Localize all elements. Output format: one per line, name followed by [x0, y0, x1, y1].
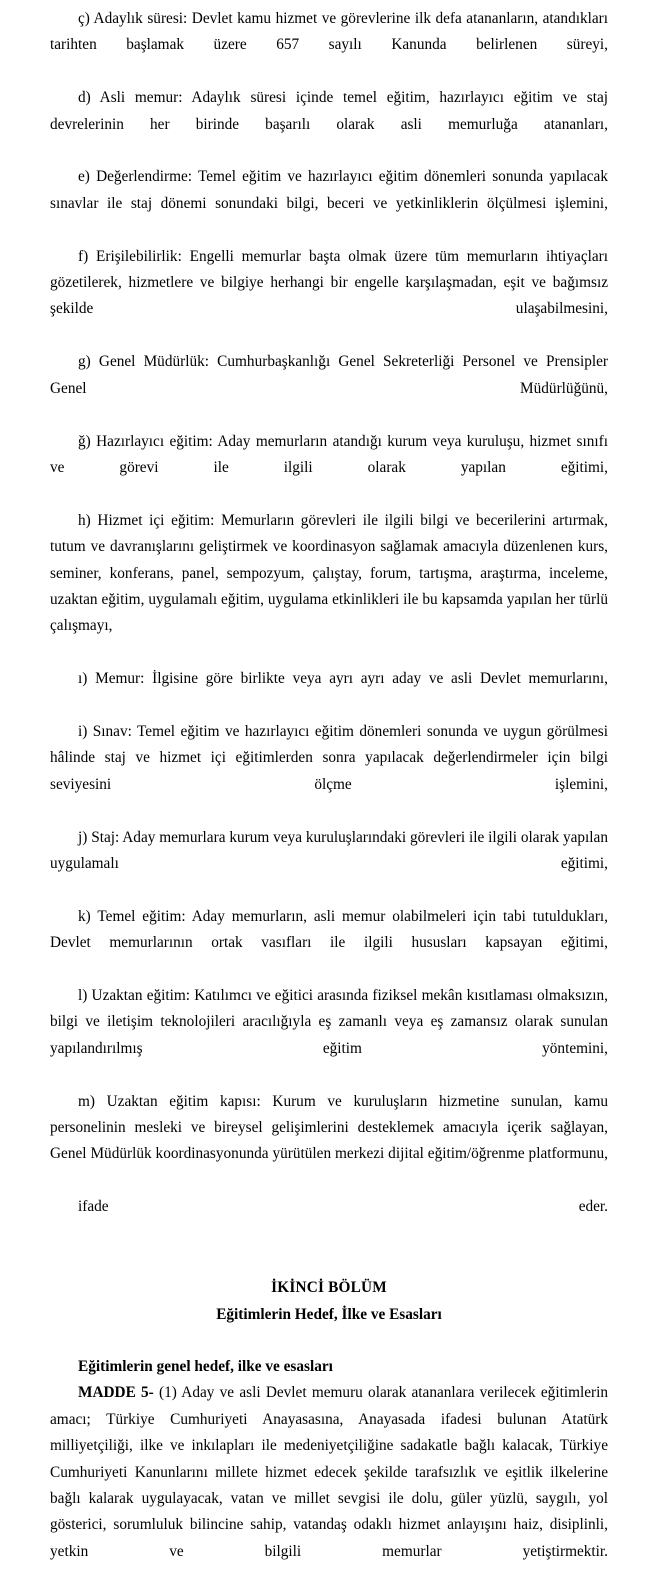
definition-paragraph-e: e) Değerlendirme: Temel eğitim ve hazırlayıcı eğitim dönemleri sonunda yapılacak sınavlar ile staj dönemi sonundaki bilgi, beceri ve yetkinliklerin ölçülmesi işlemini, — [50, 168, 608, 212]
definition-paragraph-g-breve: ğ) Hazırlayıcı eğitim: Aday memurların atandığı kurum veya kuruluşu, hizmet sınıfı ve görevi ile ilgili olarak yapılan eğitimi, — [50, 432, 608, 476]
definition-paragraph-k: k) Temel eğitim: Aday memurların, asli memur olabilmeleri için tabi tutuldukları, Devlet memurlarının ortak vasıfları ile ilgili hususları kapsayan eğitimi, — [50, 907, 608, 952]
definition-paragraph-c-cedilla: ç) Adaylık süresi: Devlet kamu hizmet ve görevlerine ilk defa atananların, atandıkları tarihten başlamak üzere 657 sayılı Kanunda belirlenen süreyi, — [50, 10, 608, 54]
article-title: Eğitimlerin genel hedef, ilke ve esasları — [78, 1357, 333, 1375]
definition-paragraph-f: f) Erişilebilirlik: Engelli memurlar başta olmak üzere tüm memurların ihtiyaçları gözetilerek, hizmetlere ve bilgiye herhangi bir engelle karşılaşmadan, eşit ve bağımsız şekilde ulaşabilmesini, — [50, 247, 608, 318]
section-heading-block — [50, 1275, 608, 1328]
definition-paragraph-j: j) Staj: Aday memurlara kurum veya kuruluşlarındaki görevleri ile ilgili olarak yapılan uygulamalı eğitimi, — [50, 828, 608, 872]
definition-paragraph-m: m) Uzaktan eğitim kapısı: Kurum ve kuruluşların hizmetine sunulan, kamu personelinin mesleki ve bireysel gelişimlerini desteklemek amacıyla içerik sağlayan, Genel Müdürlük koordinasyonunda yürütülen merkezi dijital eğitim/öğrenme platformunu, — [50, 1092, 608, 1163]
article-clause-label: (1) — [159, 1384, 177, 1402]
definition-paragraph-l: l) Uzaktan eğitim: Katılımcı ve eğitici arasında fiziksel mekân kısıtlaması olmaksızın, bilgi ve iletişim teknolojileri aracılığıyla eş zamanlı veya eş zamansız olarak sunulan yapılandırılmış eğitim yöntemini, — [50, 987, 608, 1057]
article-number-label: MADDE 5- — [78, 1384, 154, 1402]
article-paragraph — [50, 1380, 608, 1591]
definitions-section — [50, 6, 608, 1247]
article-body-section — [50, 1380, 608, 1591]
definition-paragraph-g: g) Genel Müdürlük: Cumhurbaşkanlığı Genel Sekreterliği Personel ve Prensipler Genel Müdürlüğünü, — [50, 353, 608, 397]
section-heading: İKİNCİ BÖLÜM — [271, 1279, 387, 1297]
definition-paragraph-d: d) Asli memur: Adaylık süresi içinde temel eğitim, hazırlayıcı eğitim ve staj devrelerinin her birinde başarılı olarak asli memurluğa atananları, — [50, 89, 608, 133]
definition-paragraph-dotless-i: ı) Memur: İlgisine göre birlikte veya ayrı ayrı aday ve asli Devlet memurlarını, — [78, 670, 608, 688]
definition-paragraph-h: h) Hizmet içi eğitim: Memurların görevleri ile ilgili bilgi ve becerilerini artırmak, tutum ve davranışlarını geliştirmek ve koordinasyon sağlamak amacıyla düzenlenen kurs, seminer, konferans, panel, sempozyum, çalıştay, forum, tartışma, araştırma, inceleme, uzaktan eğitim, uygulamalı eğitim, uygulama etkinlikleri ile bu kapsamda yapılan her türlü çalışmayı, — [50, 511, 608, 635]
definitions-closing-line: ifade eder. — [78, 1198, 608, 1216]
section-subheading: Eğitimlerin Hedef, İlke ve Esasları — [216, 1305, 442, 1323]
article-body-text: Aday ve asli Devlet memuru olarak atananlara verilecek eğitimlerin amacı; Türkiye Cumhuriyeti Anayasasına, Anayasada ifadesi bulunan Atatürk milliyetçiliği, ilke ve inkılapları ile medeniyetçiliğine sadakatle bağlı kalacak, Türkiye Cumhuriyeti Kanunlarını millete hizmet edecek şekilde tarafsızlık ve eşitlik ilkelerine bağlı kalarak uygulayacak, vatan ve millet sevgisi ile dolu, güler yüzlü, saygılı, yol gösterici, sorumluluk bilincine sahip, vatandaş odaklı hizmet anlayışını haiz, disiplinli, yetkin ve bilgili memurlar yetiştirmektir. — [50, 1384, 609, 1560]
definition-paragraph-i: i) Sınav: Temel eğitim ve hazırlayıcı eğitim dönemleri sonunda ve uygun görülmesi hâlinde staj ve hizmet içi eğitimlerden sonra yapılacak değerlendirmeler için bilgi seviyesini ölçme işlemini, — [50, 722, 608, 793]
